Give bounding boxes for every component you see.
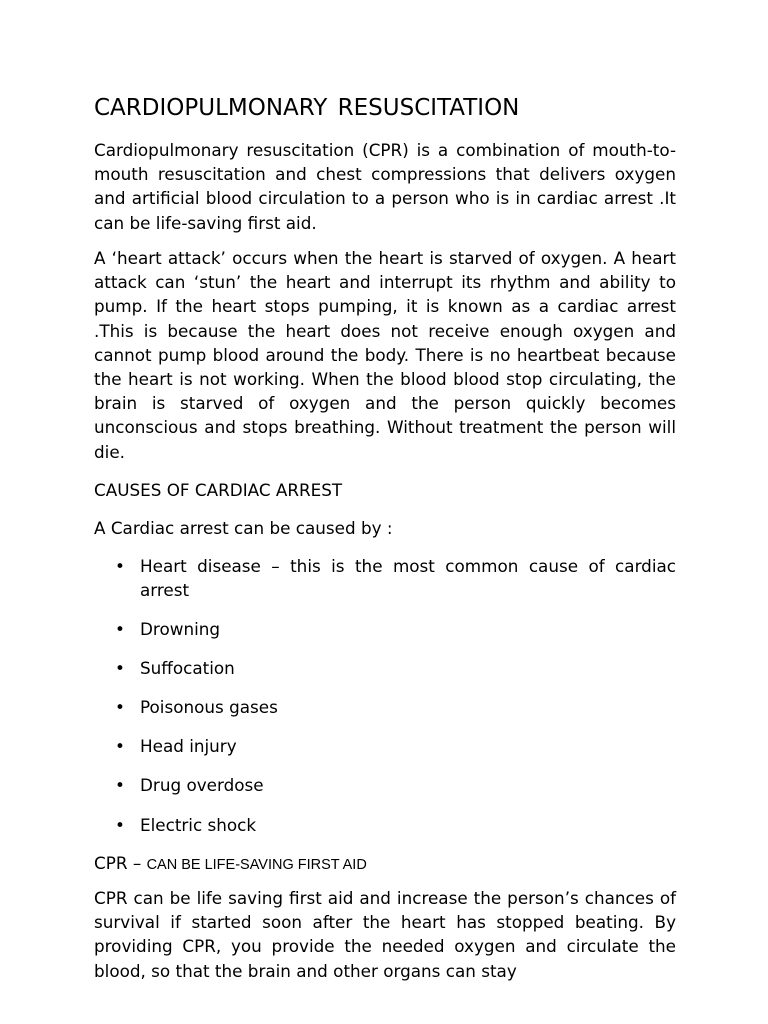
- bullet-icon: •: [115, 556, 125, 576]
- list-item-text: Electric shock: [140, 815, 257, 835]
- document-title: CARDIOPULMONARY RESUSCITATION: [94, 95, 520, 121]
- cpr-label: CPR –: [94, 853, 147, 873]
- list-item-text: Drowning: [140, 619, 221, 639]
- list-item: [94, 695, 676, 719]
- list-item-text: Head injury: [140, 736, 237, 756]
- cpr-section-heading: [94, 851, 367, 877]
- list-item-text: Suffocation: [140, 658, 235, 678]
- bullet-icon: •: [115, 619, 125, 639]
- list-item: [94, 617, 676, 641]
- causes-intro: A Cardiac arrest can be caused by :: [94, 518, 393, 538]
- bullet-icon: •: [115, 736, 125, 756]
- bullet-icon: •: [115, 658, 125, 678]
- list-item: [94, 734, 676, 758]
- list-item-text: Heart disease – this is the most common cause of cardiac arrest: [140, 556, 676, 600]
- list-item-text: Drug overdose: [140, 775, 264, 795]
- bullet-icon: •: [115, 815, 125, 835]
- bullet-icon: •: [115, 775, 125, 795]
- bullet-icon: •: [115, 697, 125, 717]
- cpr-subtitle: CAN BE LIFE-SAVING FIRST AID: [146, 857, 367, 873]
- list-item: [94, 554, 676, 602]
- list-item-text: Poisonous gases: [140, 697, 278, 717]
- causes-heading: CAUSES OF CARDIAC ARREST: [94, 480, 343, 500]
- list-item: [94, 813, 676, 837]
- list-item: [94, 773, 676, 797]
- intro-paragraph: Cardiopulmonary resuscitation (CPR) is a combination of mouth-to-mouth resuscitation and chest compressions that delivers oxygen and artificial blood circulation to a person who is in cardiac arrest .It can be life-saving first aid.: [94, 140, 676, 233]
- cpr-body-paragraph: CPR can be life saving first aid and increase the person’s chances of survival if started soon after the heart has stopped beating. By providing CPR, you provide the needed oxygen and circulate the blood, so that the brain and other organs can stay: [94, 888, 676, 981]
- heart-attack-paragraph: A ‘heart attack’ occurs when the heart is starved of oxygen. A heart attack can ‘stun’ the heart and interrupt its rhythm and ability to pump. If the heart stops pumping, it is known as a cardiac arrest .This is because the heart does not receive enough oxygen and cannot pump blood around the body. There is no heartbeat because the heart is not working. When the blood blood stop circulating, the brain is starved of oxygen and the person quickly becomes unconscious and stops breathing. Without treatment the person will die.: [94, 248, 676, 462]
- list-item: [94, 656, 676, 680]
